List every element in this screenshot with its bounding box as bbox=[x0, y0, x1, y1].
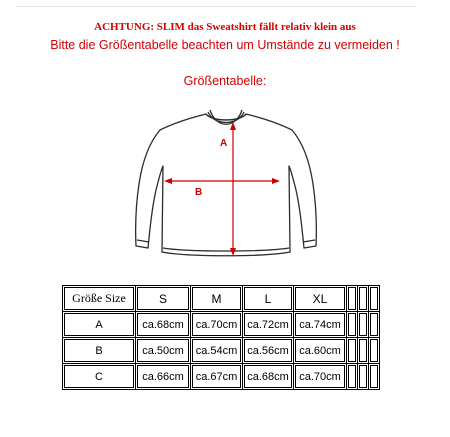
table-cell bbox=[358, 312, 369, 338]
table-header-cell bbox=[347, 286, 358, 312]
table-cell: ca.68cm bbox=[136, 312, 191, 338]
table-row bbox=[63, 338, 380, 364]
table-header-cell: Größe Size bbox=[63, 286, 136, 312]
table-cell: A bbox=[63, 312, 136, 338]
table-cell: ca.72cm bbox=[243, 312, 294, 338]
table-cell: ca.50cm bbox=[136, 338, 191, 364]
table-cell: ca.66cm bbox=[136, 364, 191, 390]
table-cell bbox=[358, 338, 369, 364]
table-cell: ca.56cm bbox=[243, 338, 294, 364]
table-cell: B bbox=[63, 338, 136, 364]
label-a: A bbox=[220, 138, 228, 149]
table-cell bbox=[369, 364, 380, 390]
table-cell: ca.67cm bbox=[191, 364, 243, 390]
table-cell: ca.60cm bbox=[294, 338, 347, 364]
label-b: B bbox=[195, 187, 203, 198]
table-cell: ca.54cm bbox=[191, 338, 243, 364]
table-header-cell: S bbox=[136, 286, 191, 312]
table-cell bbox=[358, 364, 369, 390]
size-table bbox=[62, 285, 380, 390]
table-cell bbox=[369, 338, 380, 364]
table-cell: C bbox=[63, 364, 136, 390]
size-chart-heading: Größentabelle: bbox=[183, 74, 267, 88]
table-header-cell bbox=[369, 286, 380, 312]
table-header-cell: XL bbox=[294, 286, 347, 312]
table-cell bbox=[347, 312, 358, 338]
table-cell: ca.74cm bbox=[294, 312, 347, 338]
top-divider bbox=[16, 6, 416, 7]
table-cell bbox=[369, 312, 380, 338]
slim-fit-warning: ACHTUNG: SLIM das Sweatshirt fällt relativ klein aus bbox=[94, 21, 356, 33]
table-row bbox=[63, 364, 380, 390]
table-header-cell: M bbox=[191, 286, 243, 312]
table-row bbox=[63, 312, 380, 338]
table-header-cell bbox=[358, 286, 369, 312]
table-cell: ca.70cm bbox=[294, 364, 347, 390]
table-cell bbox=[347, 338, 358, 364]
table-header-row bbox=[63, 286, 380, 312]
table-cell: ca.70cm bbox=[191, 312, 243, 338]
table-cell bbox=[347, 364, 358, 390]
sweatshirt-diagram bbox=[128, 100, 324, 270]
size-chart-note: Bitte die Größentabelle beachten um Umstände zu vermeiden ! bbox=[50, 38, 400, 52]
table-cell: ca.68cm bbox=[243, 364, 294, 390]
table-header-cell: L bbox=[243, 286, 294, 312]
sweatshirt-outline bbox=[136, 110, 317, 256]
